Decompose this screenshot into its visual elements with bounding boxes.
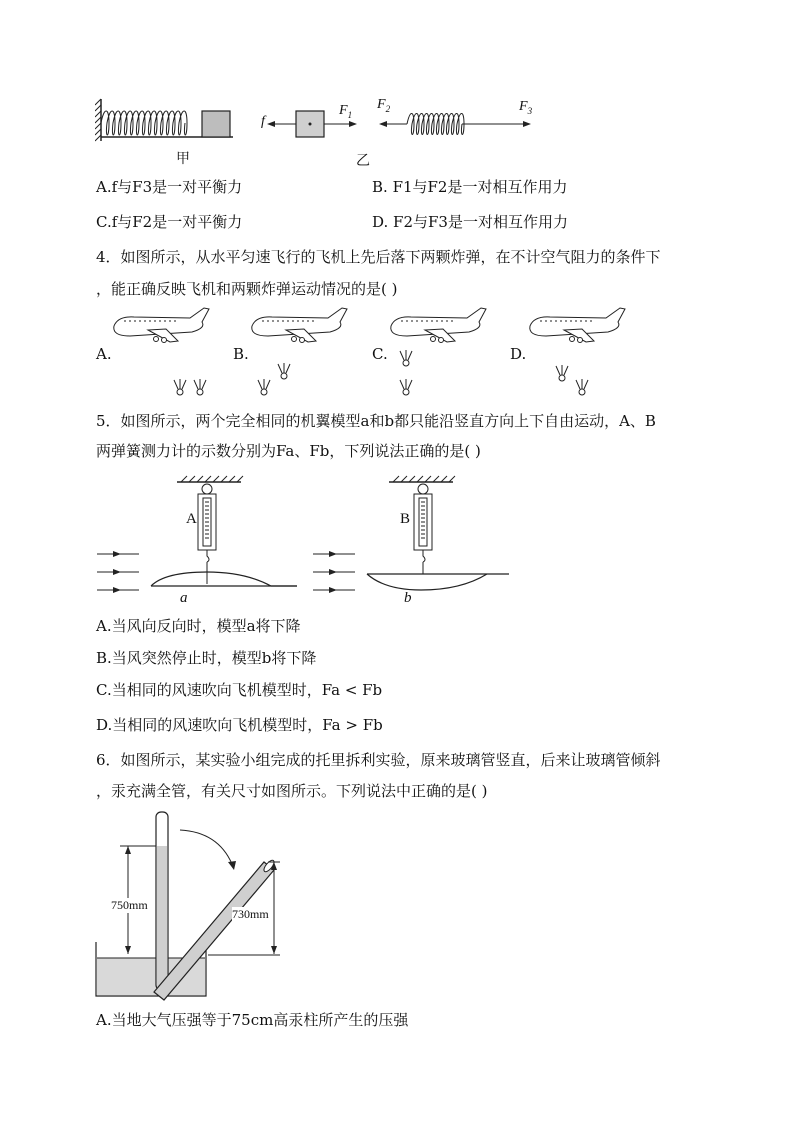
wing-model-a — [151, 572, 297, 586]
model-label-b: b — [404, 590, 412, 606]
q4-stem-line2: ，能正确反映飞机和两颗炸弹运动情况的是( ) — [96, 280, 398, 298]
spring-scale-a — [198, 484, 216, 584]
q5-option-d[interactable]: D.当相同的风速吹向飞机模型时，Fa > Fb — [96, 716, 383, 734]
q3-option-c[interactable] — [96, 213, 242, 231]
meter-label-a: A — [186, 511, 197, 527]
force-F1-label — [339, 103, 352, 120]
option-text: f与F2是一对平衡力 — [111, 213, 243, 231]
q6-option-a[interactable]: A.当地大气压强等于75cm高汞柱所产生的压强 — [96, 1011, 409, 1029]
q4-option-c[interactable]: C. — [372, 345, 388, 363]
q3-option-b[interactable] — [372, 178, 567, 196]
force-F1-letter: F — [339, 103, 348, 118]
force-F3-label — [519, 99, 532, 116]
q4-option-d-figure — [524, 306, 634, 398]
bomb-icon — [278, 363, 290, 379]
block-jia — [202, 111, 230, 137]
height-label-730: 730mm — [232, 907, 269, 921]
option-text: F2与F3是一对相互作用力 — [393, 213, 568, 231]
q5-option-a[interactable]: A.当风向反向时，模型a将下降 — [96, 617, 301, 635]
q6-stem-line2: ，汞充满全管，有关尺寸如图所示。下列说法中正确的是( ) — [96, 782, 488, 800]
force-F2-letter: F — [377, 97, 386, 112]
bomb-icon — [194, 379, 206, 395]
model-label-a: a — [180, 590, 188, 606]
option-letter: C. — [96, 213, 112, 231]
spring-jia — [101, 111, 187, 135]
q4-option-d[interactable]: D. — [510, 345, 527, 363]
bomb-icon — [576, 379, 588, 395]
option-letter: B. — [372, 178, 388, 196]
force-F3-sub: 3 — [527, 105, 533, 116]
airplane-icon — [114, 308, 209, 343]
wing-model-b — [367, 574, 487, 590]
force-F2-sub: 2 — [385, 103, 391, 114]
q4-option-c-figure — [385, 306, 495, 398]
bomb-icon — [258, 379, 270, 395]
label-yi: 乙 — [356, 154, 370, 169]
option-letter: D. — [372, 213, 389, 231]
q6-stem-line1: 6．如图所示，某实验小组完成的托里拆利实验，原来玻璃管竖直，后来让玻璃管倾斜 — [96, 751, 661, 769]
option-text: f与F3是一对平衡力 — [111, 178, 243, 196]
force-f-label: f — [261, 114, 265, 129]
q5-option-c[interactable]: C.当相同的风速吹向飞机模型时，Fa < Fb — [96, 681, 383, 699]
q5-option-b[interactable]: B.当风突然停止时，模型b将下降 — [96, 649, 317, 667]
q3-option-d[interactable] — [372, 213, 568, 231]
force-F1-sub: 1 — [347, 109, 353, 120]
bomb-icon — [556, 365, 568, 381]
label-jia: 甲 — [176, 152, 190, 167]
q4-option-b-figure — [246, 306, 356, 398]
bomb-icon — [174, 379, 186, 395]
q4-option-b[interactable]: B. — [233, 345, 249, 363]
bomb-icon — [400, 350, 412, 366]
q3-figure — [95, 95, 545, 170]
force-F2-label — [377, 97, 390, 114]
option-text: F1与F2是一对相互作用力 — [392, 178, 568, 196]
force-F3-letter: F — [519, 99, 528, 114]
spring-scale-b — [414, 484, 432, 574]
q4-option-a-figure — [108, 306, 218, 398]
glass-tube-tilted — [154, 859, 276, 1000]
q4-option-a[interactable]: A. — [96, 345, 112, 363]
airplane-icon — [252, 308, 347, 343]
q3-option-a[interactable] — [96, 178, 242, 196]
airplane-icon — [391, 308, 486, 343]
bomb-icon — [400, 379, 412, 395]
airplane-icon — [530, 308, 625, 343]
q5-figure — [95, 474, 515, 606]
q5-stem-line1: 5．如图所示，两个完全相同的机翼模型a和b都只能沿竖直方向上下自由运动，A、B — [96, 412, 656, 430]
glass-tube-vertical — [156, 812, 168, 990]
height-label-750: 750mm — [111, 898, 148, 912]
meter-label-b: B — [400, 511, 411, 527]
q5-stem-line2: 两弹簧测力计的示数分别为Fa、Fb，下列说法正确的是( ) — [96, 442, 481, 460]
q4-stem-line1: 4．如图所示，从水平匀速飞行的飞机上先后落下两颗炸弹，在不计空气阻力的条件下 — [96, 248, 661, 266]
option-letter: A. — [96, 178, 112, 196]
spring-yi — [407, 114, 464, 135]
